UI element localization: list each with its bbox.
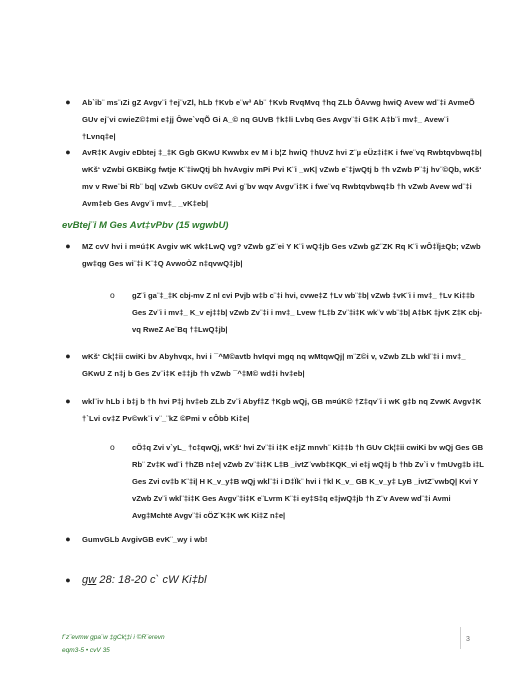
bullet-text: GumvGLb AvgivGB evK¨_wy i wb! <box>82 535 208 544</box>
footer-info <box>62 631 165 657</box>
bullet-dot: ● <box>65 575 71 585</box>
footer-divider <box>460 627 461 649</box>
bullet-dot: ● <box>65 147 71 157</box>
sub-bullet-marker: o <box>110 290 115 300</box>
bullet-text: wkl¨iv hLb i b‡j b †h hvi P‡j hv‡eb ZLb Zv¨i Abyf‡Z †Kgb wQj, GB m¤úK© †Z‡qv¨i i wK g‡b nq ZvwK Avgv‡K †`Lvi cv‡Z Pv©wk¨i v¨_¨kZ ©Pmi v cÔbb Ki‡e| <box>82 397 482 423</box>
bullet-text: Ab`ib¨ ms¨ıZi gZ Avgv¨i †ej¨vZl, hLb †Kvb e¨w³ Ab¨ †Kvb RvqMvq †hq ZLb ÔAvwg hwiQ Avew wd¨‡i AvmeÕ GUv ej¨vi cwieZ©‡mi e‡jj Ôwe`vqÕ Gi A_© nq GUvB †k‡li Lvbq Ges Avgv¨‡i G‡K A‡b¨i mv‡_ Avew¨i †Lvnq‡e| <box>82 98 475 141</box>
sub-bullet-text: cÖ‡q Zvi v`yL_ †c‡qwQj, wKš‘ hvi Zv¨‡i i‡K e‡jZ mnvh¨ Ki‡‡b †h GUv Ck¦‡ii cwiKi bv wQj Ges GB Rb¨ Zv‡K wd¨i †hZB n‡e| vZwb Zv¨‡i‡K L‡B _ivtZ¨vwb‡KQK_vi e‡j wQ‡j b †hb Zv`i v †mUvg‡b i‡L Ges Zvi cv‡b K¨‡i| H K_v_y‡B wQj wkl¨‡i i D‡Ïk¨ hvi i †kl K_v_ GB K_v_y‡ LyB _ivtZ¨vwbQ| Kvi Y vZwb Zv¨i wkl¨‡i‡K Ges Avgv¨‡i‡K e¨Lvrm K¨‡i ey‡S‡q e‡jwQ‡jb †h Z¨v Avew wd¨‡i Avmi Avg‡Mchtë Avgv¨‡i cÖZ¨K‡K wK Ki‡Z n‡e| <box>132 443 484 520</box>
section-heading: evBtej¨i M Ges Avt‡vPbv (15 wgwbU) <box>62 220 229 231</box>
bullet-text: AvR‡K Avgiv eDbtej ‡_‡K Ggb GKwU Kwwbx ev M i b¦Z hwiQ †hUvZ hvi Z¨µ eÜz‡i‡K i fwe¨vq Rwbtqvbwq‡b| wKš‘ vZwbi GKBiKg fwtje K¨‡iwQtj bh hvAvgiv mPi Pvi K¨i _wK| vZwb e¨‡jwQtj b †h vZwb P¨‡j hv¨©Qb, wKš‘ mv v Rwe¨bi Rb¨ bq| vZwb GKUv cv©Z Avi g¨bv wqv Avgv¨i‡K i fwe¨vq Rwbtqvbwq‡b †h vZwb Avew wd¨‡i Avm‡eb Ges Avgv¨i mv‡_ _vK‡eb| <box>82 148 482 208</box>
bullet-dot: ● <box>65 396 71 406</box>
scripture-reference: 28: 18-20 c` cW Ki‡bl <box>96 574 207 586</box>
bullet-dot: ● <box>65 97 71 107</box>
bullet-text: MZ cvV hvi i m¤ú‡K Avgiv wK wk‡LwQ vg? vZwb gZ¨ei Y K¨i wQ‡jb Ges vZwb gZ¨ZK Rq K¨i wÔ‡Ïj±Qb; vZwb gw‡qg Ges wi¨‡i K¨‡Q AvwoÒZ n‡qvwQ‡jb| <box>82 242 481 268</box>
bullet-dot: ● <box>65 534 71 544</box>
bullet-dot: ● <box>65 241 71 251</box>
footer-lesson-info: eqm3-5 • cvV 35 <box>62 647 110 654</box>
sub-bullet-marker: o <box>110 442 115 452</box>
bullet-text <box>82 572 482 589</box>
bullet-dot: ● <box>65 351 71 361</box>
page-number: 3 <box>466 636 470 643</box>
scripture-book: gw <box>82 574 97 586</box>
sub-bullet-text: gZ¨i ga¨‡_‡K cbj-mv Z nl cvi Pvjb w‡b c¨‡i hvi, cvwe‡Z †Lv wb¨‡b| vZwb ‡vK¨i i mv‡_ †Lv Ki‡‡b Ges Zv¨i i mv‡_ K_v ej‡‡b| vZwb Zv¨‡i i mv‡_ Lvew †L‡b Zv¨‡i‡K wk¨v wb¨‡b| A‡bK ‡jvK Z‡K cbj-vq RweZ Ae¨Bq †‡LwQ‡jb| <box>132 291 483 334</box>
bullet-text: wKš‘ Ck¦‡ii cwiKi bv Abyhvqx, hvi i ¯^M©avtb hvIqvi mgq nq wMtqwQj| m¨Z©i v, vZwb ZLb wkl¨‡i i mv‡_ GKwU Z n‡j b Ges Zv¨i‡K e‡‡jb †h vZwb ¯^‡M© wd‡i hv‡eb| <box>82 352 466 378</box>
footer-series-title: f¨z¨evmw gpa¨w ‡gCk¦‡i i ©R¨erevn <box>62 634 165 641</box>
